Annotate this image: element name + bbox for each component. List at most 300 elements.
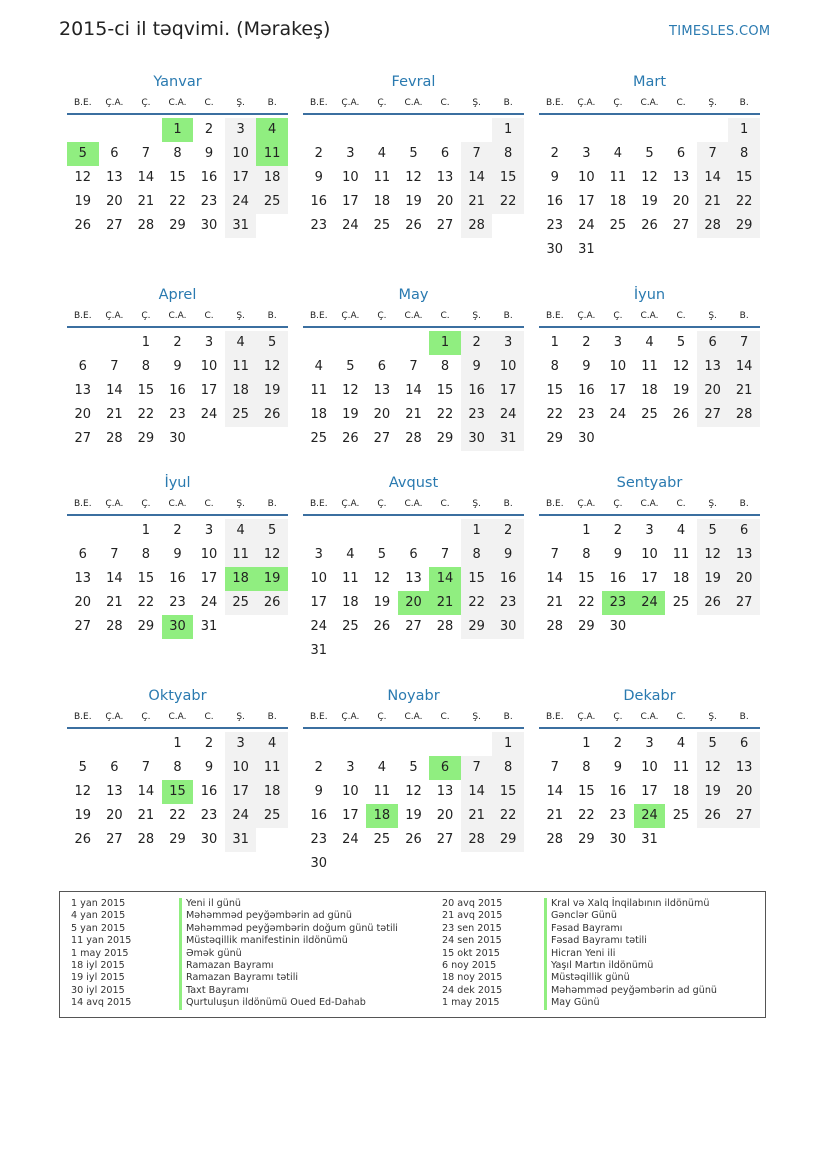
legend-holiday-name: Müstəqillik manifestinin ildönümü (179, 935, 348, 947)
calendar-day: 13 (106, 784, 123, 799)
calendar-day: 27 (728, 804, 760, 828)
calendar-day: 23 (200, 194, 218, 209)
weekday-header: Ç.A. (105, 311, 124, 321)
calendar-day: 21 (106, 595, 123, 610)
calendar-day: 29 (137, 619, 155, 634)
holiday-day: 1 (162, 118, 194, 142)
legend-holiday-name: Yaşıl Martın ildönümü (544, 960, 653, 972)
calendar-day: 9 (613, 760, 623, 775)
calendar-day: 17 (225, 166, 257, 190)
weekday-header: B. (503, 499, 513, 509)
calendar-day: 15 (169, 170, 186, 185)
month-name: Dekabr (623, 688, 676, 704)
calendar-day: 4 (676, 736, 686, 751)
calendar-day: 13 (74, 571, 92, 586)
holiday-day: 20 (398, 591, 430, 615)
calendar-day: 26 (74, 832, 92, 847)
calendar-day: 3 (582, 146, 591, 161)
legend-date: 18 noy 2015 (442, 972, 503, 984)
holiday-day: 15 (162, 780, 194, 804)
month-i̇yun (539, 286, 760, 486)
calendar-day: 7 (550, 760, 559, 775)
calendar-day: 11 (225, 543, 257, 567)
calendar-day: 9 (173, 359, 182, 374)
weekday-header: C. (676, 499, 686, 509)
calendar-day: 11 (641, 359, 658, 374)
calendar-day: 17 (225, 780, 257, 804)
calendar-day: 12 (74, 784, 92, 799)
calendar-day: 14 (461, 780, 493, 804)
calendar-day: 28 (137, 218, 155, 233)
calendar-day: 25 (310, 431, 328, 446)
calendar-day: 6 (110, 760, 119, 775)
calendar-day: 22 (169, 194, 186, 209)
calendar-day: 19 (641, 194, 658, 209)
weekday-header: Ş. (472, 311, 481, 321)
calendar-day: 29 (137, 431, 155, 446)
header-divider (303, 326, 524, 328)
calendar-day: 29 (492, 828, 524, 852)
calendar-day: 22 (137, 595, 155, 610)
calendar-day: 23 (546, 218, 564, 233)
weekday-header: Ç. (141, 98, 151, 108)
calendar-day: 5 (409, 146, 418, 161)
calendar-day: 24 (578, 218, 595, 233)
calendar-day: 29 (169, 218, 186, 233)
weekday-header: B.E. (545, 98, 564, 108)
calendar-day: 25 (609, 218, 627, 233)
weekday-header: Ç.A. (105, 712, 124, 722)
calendar-day: 26 (697, 591, 729, 615)
legend-holiday-name: Hicran Yeni ili (544, 948, 615, 960)
calendar-day: 30 (609, 832, 627, 847)
weekday-header: C. (440, 98, 450, 108)
calendar-day: 25 (225, 591, 257, 615)
calendar-day: 14 (106, 571, 123, 586)
weekday-header: B. (267, 712, 277, 722)
calendar-day: 13 (436, 170, 454, 185)
calendar-day: 11 (672, 547, 690, 562)
calendar-day: 19 (342, 407, 359, 422)
legend-date: 18 iyl 2015 (71, 960, 125, 971)
calendar-day: 12 (256, 355, 288, 379)
calendar-day: 7 (110, 359, 119, 374)
calendar-day: 13 (106, 170, 123, 185)
calendar-day: 6 (78, 547, 87, 562)
calendar-day: 25 (672, 808, 690, 823)
calendar-day: 21 (405, 407, 422, 422)
weekday-header: B. (267, 98, 277, 108)
calendar-day: 19 (405, 194, 422, 209)
calendar-day: 11 (256, 756, 288, 780)
calendar-day: 6 (728, 732, 760, 756)
calendar-day: 20 (672, 194, 690, 209)
holiday-day: 18 (225, 567, 257, 591)
calendar-day: 10 (342, 170, 359, 185)
calendar-day: 20 (74, 595, 92, 610)
calendar-day: 9 (204, 146, 214, 161)
weekday-header: C.A. (168, 499, 187, 509)
calendar-day: 3 (346, 760, 355, 775)
weekday-header: Ş. (236, 98, 245, 108)
legend-date: 4 yan 2015 (71, 910, 126, 922)
calendar-day: 2 (461, 331, 493, 355)
calendar-day: 22 (169, 808, 186, 823)
weekday-header: C.A. (168, 311, 187, 321)
calendar-day: 12 (405, 784, 422, 799)
calendar-day: 19 (697, 567, 729, 591)
weekday-header: B.E. (73, 712, 92, 722)
header-divider (67, 113, 288, 115)
calendar-day: 10 (225, 756, 257, 780)
calendar-day: 27 (106, 832, 123, 847)
calendar-day: 16 (578, 383, 595, 398)
calendar-day: 6 (440, 146, 450, 161)
weekday-header: Ç.A. (577, 98, 596, 108)
month-fevral (303, 73, 524, 273)
calendar-day: 16 (609, 571, 627, 586)
calendar-day: 31 (225, 828, 257, 852)
calendar-day: 7 (461, 756, 493, 780)
weekday-header: B.E. (309, 499, 328, 509)
calendar-day: 28 (546, 619, 564, 634)
weekday-header: B. (739, 712, 749, 722)
calendar-day: 10 (641, 547, 658, 562)
calendar-day: 16 (169, 383, 186, 398)
calendar-day: 7 (550, 547, 559, 562)
calendar-day: 2 (173, 523, 182, 538)
calendar-day: 17 (492, 379, 524, 403)
calendar-day: 31 (492, 427, 524, 451)
calendar-day: 23 (492, 591, 524, 615)
legend-holiday-name: Məhəmməd peyğəmbərin doğum günü tətili (179, 923, 398, 935)
calendar-day: 17 (578, 194, 595, 209)
calendar-day: 15 (461, 567, 493, 591)
weekday-header: B. (503, 98, 513, 108)
month-name: May (398, 287, 429, 303)
calendar-day: 11 (225, 355, 257, 379)
calendar-day: 25 (256, 804, 288, 828)
month-avqust (303, 474, 524, 674)
calendar-day: 30 (609, 619, 627, 634)
calendar-day: 12 (342, 383, 359, 398)
calendar-day: 14 (137, 170, 155, 185)
holiday-legend (59, 891, 766, 1018)
calendar-day: 2 (582, 335, 591, 350)
calendar-day: 30 (200, 832, 218, 847)
holiday-day: 4 (256, 118, 288, 142)
calendar-day: 15 (546, 383, 564, 398)
calendar-day: 4 (377, 146, 387, 161)
calendar-day: 19 (405, 808, 422, 823)
calendar-day: 12 (74, 170, 92, 185)
holiday-day: 19 (256, 567, 288, 591)
calendar-day: 19 (697, 780, 729, 804)
calendar-day: 16 (310, 808, 328, 823)
calendar-day: 3 (204, 523, 214, 538)
calendar-day: 19 (74, 808, 92, 823)
weekday-header: B. (739, 499, 749, 509)
calendar-day: 27 (405, 619, 422, 634)
calendar-day: 17 (641, 784, 658, 799)
calendar-day: 17 (342, 194, 359, 209)
calendar-day: 18 (310, 407, 328, 422)
calendar-day: 6 (728, 519, 760, 543)
calendar-day: 12 (256, 543, 288, 567)
weekday-header: B. (267, 311, 277, 321)
calendar-day: 8 (582, 547, 591, 562)
holiday-day: 6 (429, 756, 461, 780)
weekday-header: Ç.A. (341, 712, 360, 722)
calendar-day: 29 (169, 832, 186, 847)
month-name: Mart (632, 74, 667, 90)
calendar-day: 1 (550, 335, 559, 350)
calendar-day: 7 (461, 142, 493, 166)
holiday-day: 11 (256, 142, 288, 166)
calendar-day: 6 (697, 331, 729, 355)
calendar-day: 8 (440, 359, 450, 374)
weekday-header: C. (440, 499, 450, 509)
calendar-day: 1 (461, 519, 493, 543)
calendar-day: 5 (409, 760, 418, 775)
legend-date: 24 dek 2015 (442, 984, 503, 996)
holiday-day: 24 (634, 591, 666, 615)
calendar-day: 29 (728, 214, 760, 238)
calendar-day: 31 (225, 214, 257, 238)
legend-date: 1 may 2015 (442, 997, 500, 1009)
weekday-header: Ş. (472, 499, 481, 509)
calendar-day: 11 (310, 383, 328, 398)
weekday-header: C.A. (168, 712, 187, 722)
weekday-header: C. (440, 311, 450, 321)
calendar-day: 11 (373, 170, 391, 185)
calendar-day: 25 (256, 190, 288, 214)
calendar-day: 19 (373, 595, 391, 610)
weekday-header: Ç. (141, 311, 151, 321)
calendar-day: 18 (672, 784, 690, 799)
calendar-day: 5 (377, 547, 387, 562)
month-name: İyul (164, 475, 191, 491)
weekday-header: Ş. (472, 712, 481, 722)
calendar-day: 9 (582, 359, 591, 374)
calendar-day: 25 (342, 619, 359, 634)
calendar-day: 7 (697, 142, 729, 166)
calendar-day: 11 (672, 760, 690, 775)
weekday-header: B. (503, 712, 513, 722)
calendar-day: 28 (137, 832, 155, 847)
weekday-header: C.A. (404, 311, 423, 321)
calendar-day: 9 (314, 784, 323, 799)
calendar-day: 9 (204, 760, 214, 775)
calendar-day: 20 (106, 194, 123, 209)
calendar-day: 21 (697, 190, 729, 214)
calendar-day: 21 (106, 407, 123, 422)
calendar-day: 27 (106, 218, 123, 233)
calendar-day: 8 (492, 756, 524, 780)
legend-date: 11 yan 2015 (71, 935, 132, 947)
calendar-day: 3 (204, 335, 214, 350)
calendar-day: 13 (672, 170, 690, 185)
weekday-header: B. (267, 499, 277, 509)
calendar-day: 16 (461, 379, 493, 403)
calendar-day: 28 (461, 214, 493, 238)
calendar-day: 17 (342, 808, 359, 823)
calendar-day: 25 (373, 218, 391, 233)
weekday-header: C.A. (640, 499, 659, 509)
calendar-day: 25 (225, 403, 257, 427)
calendar-day: 2 (550, 146, 559, 161)
calendar-day: 14 (728, 355, 760, 379)
calendar-day: 26 (256, 403, 288, 427)
calendar-day: 28 (461, 828, 493, 852)
calendar-day: 5 (256, 519, 288, 543)
weekday-header: C.A. (640, 311, 659, 321)
calendar-day: 16 (169, 571, 186, 586)
weekday-header: Ç.A. (341, 311, 360, 321)
calendar-day: 28 (697, 214, 729, 238)
weekday-header: Ç.A. (577, 499, 596, 509)
month-name: İyun (633, 287, 666, 303)
calendar-day: 12 (697, 756, 729, 780)
calendar-day: 21 (137, 194, 155, 209)
weekday-header: B. (739, 311, 749, 321)
calendar-day: 1 (141, 523, 151, 538)
calendar-day: 5 (676, 335, 686, 350)
calendar-day: 3 (645, 523, 654, 538)
calendar-day: 14 (546, 784, 564, 799)
calendar-day: 30 (310, 856, 328, 871)
holiday-day: 21 (429, 591, 461, 615)
legend-holiday-name: Fəsad Bayramı tətili (544, 935, 647, 947)
weekday-header: C.A. (404, 98, 423, 108)
legend-date: 24 sen 2015 (442, 935, 502, 947)
calendar-day: 9 (550, 170, 559, 185)
weekday-header: Ş. (708, 98, 717, 108)
calendar-day: 17 (200, 383, 218, 398)
weekday-header: Ç. (141, 499, 151, 509)
weekday-header: C. (440, 712, 450, 722)
calendar-day: 22 (578, 808, 595, 823)
calendar-day: 24 (200, 595, 218, 610)
calendar-day: 4 (377, 760, 387, 775)
calendar-day: 15 (728, 166, 760, 190)
calendar-day: 26 (342, 431, 359, 446)
calendar-day: 8 (141, 359, 151, 374)
calendar-day: 20 (728, 567, 760, 591)
weekday-header: B.E. (73, 98, 92, 108)
calendar-day: 10 (641, 760, 658, 775)
calendar-day: 2 (173, 335, 182, 350)
calendar-day: 10 (578, 170, 595, 185)
calendar-day: 23 (461, 403, 493, 427)
calendar-day: 7 (110, 547, 119, 562)
calendar-day: 5 (697, 519, 729, 543)
calendar-day: 4 (225, 519, 257, 543)
calendar-day: 9 (461, 355, 493, 379)
calendar-day: 23 (310, 218, 328, 233)
calendar-day: 13 (74, 383, 92, 398)
calendar-day: 26 (256, 591, 288, 615)
weekday-header: Ç. (377, 712, 387, 722)
legend-date: 1 may 2015 (71, 947, 129, 959)
page-title: 2015-ci il təqvimi. (Mərakeş) (59, 18, 331, 40)
calendar-day: 15 (436, 383, 454, 398)
calendar-day: 28 (436, 619, 454, 634)
calendar-day: 19 (672, 383, 690, 398)
calendar-day: 23 (169, 595, 186, 610)
calendar-day: 8 (173, 760, 182, 775)
calendar-day: 12 (373, 571, 391, 586)
calendar-day: 26 (405, 832, 422, 847)
header-divider (539, 727, 760, 729)
legend-holiday-name: Ramazan Bayramı tətili (179, 972, 298, 984)
calendar-day: 2 (314, 760, 323, 775)
calendar-day: 21 (546, 595, 564, 610)
calendar-day: 16 (546, 194, 564, 209)
legend-holiday-name: Qurtuluşun ildönümü Oued Ed-Dahab (179, 997, 366, 1009)
calendar-day: 3 (225, 732, 257, 756)
calendar-day: 1 (492, 732, 524, 756)
calendar-day: 12 (697, 543, 729, 567)
calendar-day: 16 (492, 567, 524, 591)
weekday-header: Ç. (377, 311, 387, 321)
legend-holiday-name: Fəsad Bayramı (544, 923, 622, 935)
calendar-day: 10 (492, 355, 524, 379)
weekday-header: C. (204, 98, 214, 108)
calendar-day: 14 (405, 383, 422, 398)
legend-date: 30 iyl 2015 (71, 984, 125, 996)
holiday-day: 24 (634, 804, 666, 828)
weekday-header: B.E. (545, 712, 564, 722)
calendar-day: 16 (609, 784, 627, 799)
calendar-day: 20 (728, 780, 760, 804)
calendar-day: 4 (676, 523, 686, 538)
calendar-day: 29 (546, 431, 564, 446)
calendar-day: 31 (641, 832, 658, 847)
calendar-day: 14 (546, 571, 564, 586)
weekday-header: B. (503, 311, 513, 321)
calendar-day: 8 (461, 543, 493, 567)
calendar-day: 20 (106, 808, 123, 823)
calendar-day: 5 (645, 146, 654, 161)
calendar-day: 2 (204, 736, 214, 751)
weekday-header: Ç. (377, 499, 387, 509)
weekday-header: Ç.A. (577, 712, 596, 722)
calendar-day: 25 (373, 832, 391, 847)
calendar-day: 4 (314, 359, 323, 374)
legend-holiday-name: Gənclər Günü (544, 910, 617, 922)
brand-link[interactable]: TIMESLES.COM (669, 24, 771, 39)
weekday-header: Ç.A. (341, 98, 360, 108)
calendar-day: 13 (405, 571, 422, 586)
calendar-day: 27 (373, 431, 391, 446)
calendar-day: 25 (672, 595, 690, 610)
calendar-day: 6 (377, 359, 387, 374)
month-dekabr (539, 687, 760, 887)
calendar-day: 22 (492, 190, 524, 214)
calendar-day: 24 (225, 804, 257, 828)
calendar-day: 5 (256, 331, 288, 355)
calendar-day: 21 (461, 804, 493, 828)
calendar-day: 17 (609, 383, 627, 398)
month-name: Yanvar (153, 74, 202, 90)
calendar-day: 26 (74, 218, 92, 233)
legend-holiday-name: Yeni il günü (179, 898, 241, 910)
legend-date: 5 yan 2015 (71, 922, 126, 934)
calendar-day: 26 (697, 804, 729, 828)
legend-date: 21 avq 2015 (442, 910, 503, 922)
weekday-header: B.E. (545, 499, 564, 509)
